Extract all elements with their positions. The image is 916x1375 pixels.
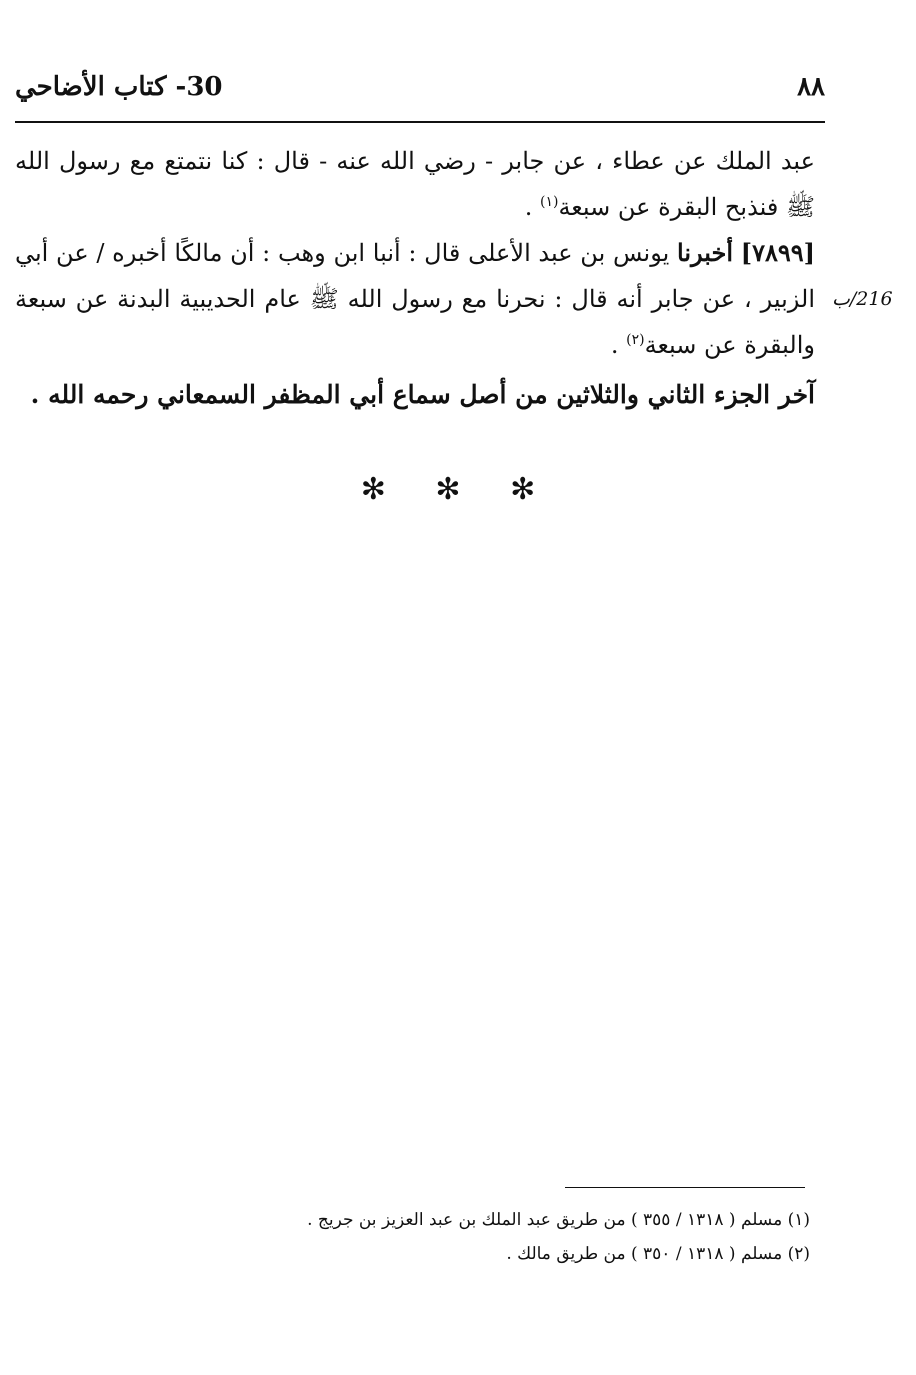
main-text xyxy=(15,138,815,418)
footnote-ref-1[interactable]: (١) xyxy=(539,194,559,210)
footnote-1: (١) مسلم ( ١٣١٨ / ٣٥٥ ) من طريق عبد الملك بن عبد العزيز بن جريج . xyxy=(307,1210,810,1230)
page-number: ٨٨ xyxy=(797,72,825,102)
paragraph-1 xyxy=(15,138,815,230)
narration-lead: أخبرنا xyxy=(677,238,733,267)
paragraph-text: يونس بن عبد الأعلى قال : أنبا ابن وهب : أن مالكًا أخبره / عن أبي الزبير ، عن جابر أنه قال : نحرنا مع رسول الله ﷺ عام الحديبية البدنة عن سبعة والبقرة عن سبعة xyxy=(15,239,815,359)
margin-note: 216/ب xyxy=(832,288,893,310)
footnotes xyxy=(180,1203,810,1271)
footnote-rule xyxy=(565,1187,805,1188)
paragraph-2 xyxy=(15,230,815,368)
section-separator: ✻ ✻ ✻ xyxy=(360,472,556,507)
closing-line: آخر الجزء الثاني والثلاثين من أصل سماع أبي المظفر السمعاني رحمه الله . xyxy=(30,380,815,409)
page-header xyxy=(15,70,825,110)
paragraph-end: . xyxy=(524,193,540,221)
footnote-ref-2[interactable]: (٢) xyxy=(626,332,645,348)
hadith-number: [٧٨٩٩] xyxy=(740,238,815,267)
paragraph-end: . xyxy=(610,331,627,359)
paragraph-text: عبد الملك عن عطاء ، عن جابر - رضي الله عنه - قال : كنا نتمتع مع رسول الله ﷺ فنذبح البقرة عن سبعة xyxy=(15,147,815,221)
footnote-2: (٢) مسلم ( ١٣١٨ / ٣٥٠ ) من طريق مالك . xyxy=(506,1244,810,1264)
running-title: 30- كتاب الأضاحي xyxy=(15,72,223,102)
header-rule xyxy=(15,121,825,123)
